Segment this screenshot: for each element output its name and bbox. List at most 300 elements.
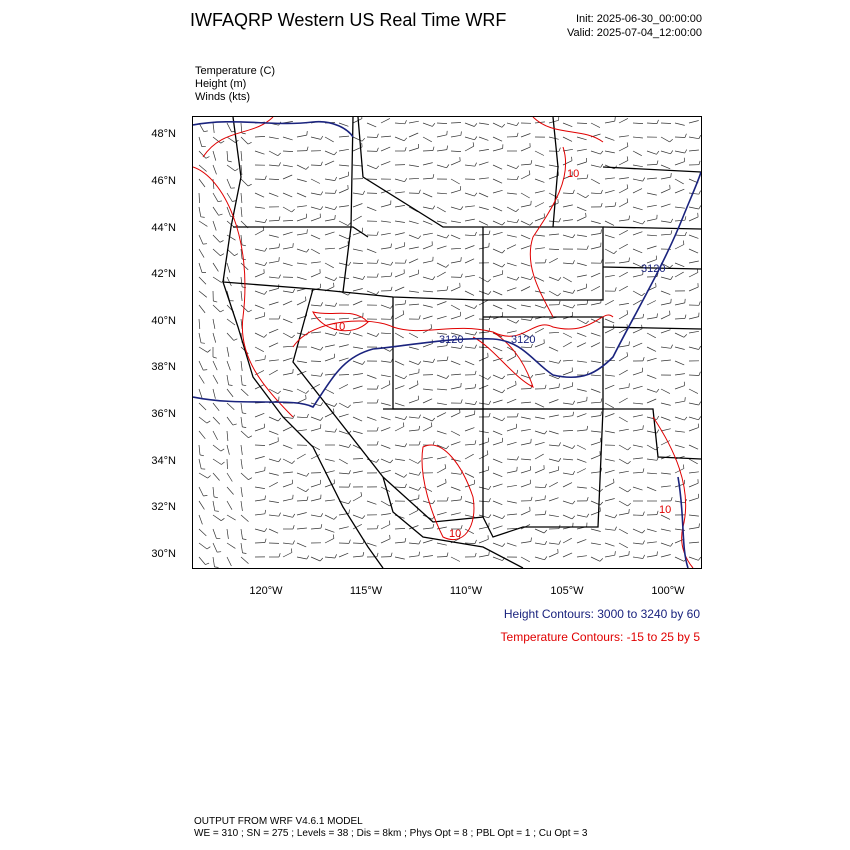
wind-barb	[549, 415, 559, 417]
wind-barb-flag	[377, 399, 378, 403]
wind-barb	[409, 543, 419, 544]
wind-barb	[633, 207, 643, 210]
wind-barb	[353, 204, 362, 208]
wind-barb-flag	[320, 417, 323, 420]
wind-barb-flag	[432, 123, 435, 126]
border-colorado	[483, 317, 603, 409]
wind-barb	[423, 487, 432, 492]
wind-barb	[199, 221, 207, 226]
wind-barb-flag	[685, 216, 686, 220]
lat-label-34: 34°N	[151, 455, 176, 467]
wind-barb	[325, 161, 334, 165]
wind-barb-flag	[670, 265, 673, 268]
wind-barb	[591, 375, 601, 376]
wind-barb	[423, 540, 433, 543]
wind-barb	[353, 289, 363, 292]
wind-barb	[647, 473, 657, 474]
wind-barb	[269, 220, 279, 221]
wind-barb	[339, 149, 349, 151]
wind-barb	[325, 358, 334, 361]
wind-barb-flag	[433, 359, 435, 363]
wind-barb-flag	[558, 277, 561, 280]
wind-barb-flag	[433, 174, 434, 178]
wind-barb	[255, 263, 265, 266]
wind-barb	[689, 193, 699, 194]
wind-barb-flag	[349, 483, 350, 487]
wind-barb-flag	[221, 141, 224, 143]
wind-barb	[213, 501, 215, 511]
wind-barb	[437, 457, 447, 459]
wind-barb	[479, 527, 489, 529]
wind-barb-flag	[419, 441, 420, 445]
wind-barb	[339, 527, 349, 529]
wind-barb	[255, 136, 265, 137]
wind-barb-flag	[215, 511, 219, 512]
wind-barb-flag	[418, 487, 421, 490]
wind-barb	[493, 526, 503, 529]
wind-barb	[647, 246, 657, 249]
wind-barb	[647, 375, 656, 379]
wind-barb-flag	[390, 460, 393, 463]
wind-barb	[563, 386, 573, 389]
wind-barb	[549, 431, 559, 434]
wind-barb	[451, 459, 461, 461]
wind-barb	[451, 442, 460, 445]
wind-barb	[507, 501, 517, 503]
wind-barb	[199, 305, 205, 313]
height-contour-info: Height Contours: 3000 to 3240 by 60	[503, 607, 700, 621]
wind-barb	[479, 332, 489, 333]
wind-barb	[535, 487, 545, 488]
wind-barb	[353, 277, 363, 280]
wind-barb	[633, 189, 642, 193]
wind-barb	[283, 291, 293, 293]
wind-barb-flag	[629, 258, 630, 262]
wind-barb	[493, 347, 502, 351]
wind-barb	[465, 219, 475, 221]
wind-barb-flag	[544, 530, 547, 533]
wind-barb	[227, 515, 236, 520]
wind-barb	[605, 206, 615, 207]
wind-barb-flag	[531, 160, 532, 164]
wind-barb-flag	[207, 547, 210, 549]
wind-barb	[563, 445, 572, 449]
wind-barb-flag	[502, 124, 505, 127]
wind-barb	[479, 234, 489, 235]
wind-barb-flag	[572, 516, 575, 519]
wind-barb-flag	[349, 540, 350, 544]
wind-barb-flag	[377, 441, 378, 445]
legend-height: Height (m)	[195, 78, 247, 90]
wind-barb	[563, 360, 573, 361]
wind-barb	[269, 179, 279, 180]
wind-barb	[437, 246, 447, 249]
wind-barb	[535, 179, 544, 182]
wind-barb	[661, 177, 671, 179]
wind-barb	[493, 543, 502, 547]
wind-barb	[423, 137, 432, 142]
wind-barb	[619, 555, 629, 557]
wind-barb	[675, 386, 684, 389]
wind-barb	[563, 483, 572, 487]
wind-barb	[619, 220, 629, 221]
wind-barb-flag	[587, 514, 589, 517]
wind-barb	[493, 249, 502, 253]
wind-barb-flag	[242, 245, 246, 246]
wind-barb	[423, 361, 433, 363]
wind-barb	[549, 361, 559, 363]
wind-barb-flag	[279, 459, 281, 462]
wind-barb	[437, 543, 447, 545]
lon-label-115: 115°W	[349, 585, 383, 597]
wind-barb-flag	[293, 541, 295, 545]
wind-barb	[423, 426, 432, 431]
wind-barb-flag	[517, 133, 518, 137]
wind-barb-flag	[657, 511, 658, 515]
wind-barb	[465, 403, 475, 405]
wind-barb-flag	[601, 260, 602, 264]
wind-barb-flag	[642, 293, 645, 296]
wind-barb	[675, 361, 684, 365]
wind-barb-flag	[502, 390, 505, 393]
wind-barb	[255, 445, 265, 446]
wind-barb	[199, 179, 205, 187]
wind-barb	[465, 165, 475, 166]
wind-barb	[395, 445, 405, 447]
wind-barb	[409, 259, 418, 263]
wind-barb-flag	[475, 193, 477, 196]
wind-barb	[339, 176, 349, 179]
wind-barb	[213, 249, 220, 256]
wind-barb	[423, 556, 433, 558]
wind-barb	[549, 400, 558, 404]
wind-barb	[493, 484, 503, 487]
wind-barb	[423, 123, 432, 126]
wind-barb-flag	[405, 178, 407, 181]
wind-barb-flag	[629, 509, 630, 513]
wind-barb	[255, 273, 264, 277]
wind-barb-flag	[573, 235, 575, 238]
wind-barb	[283, 165, 293, 167]
wind-barb	[297, 487, 306, 492]
wind-barb-flag	[221, 449, 224, 451]
wind-barb-flag	[293, 289, 295, 293]
wind-barb	[199, 137, 202, 147]
wind-barb	[479, 442, 489, 445]
wind-barb	[353, 556, 363, 557]
wind-barb	[325, 557, 335, 558]
wind-barb-flag	[545, 259, 546, 263]
wind-barb	[675, 137, 685, 138]
wind-barb-flag	[229, 385, 233, 386]
wind-barb	[577, 162, 587, 165]
wind-barb	[255, 471, 265, 473]
wind-barb-flag	[201, 343, 205, 344]
wind-barb	[661, 555, 671, 558]
wind-barb	[255, 333, 264, 337]
wind-barb	[465, 259, 474, 263]
wind-barb-flag	[213, 357, 217, 358]
wind-barb	[549, 515, 559, 517]
wind-barb	[577, 123, 587, 124]
wind-barb	[213, 487, 214, 497]
wind-barb	[451, 361, 460, 365]
wind-barb	[689, 428, 698, 431]
wind-barb	[647, 164, 657, 165]
wind-barb-flag	[657, 551, 658, 555]
wind-barb	[367, 123, 376, 127]
wind-barb	[381, 501, 390, 506]
wind-barb	[213, 333, 216, 343]
wind-barb	[493, 375, 502, 379]
wind-barb-flag	[433, 147, 434, 151]
wind-barb-flag	[248, 478, 252, 480]
wind-barb-flag	[278, 418, 281, 421]
wind-barb-flag	[349, 331, 351, 335]
wind-barb	[689, 217, 698, 221]
wind-barb-flag	[601, 398, 602, 402]
wind-barb-flag	[221, 518, 224, 520]
wind-barb	[619, 370, 628, 375]
wind-barb-flag	[601, 164, 603, 167]
border-dakotas	[603, 167, 701, 172]
wind-barb	[549, 498, 559, 501]
wind-barb-flag	[404, 475, 407, 478]
wind-barb	[577, 275, 587, 277]
wind-barb	[675, 189, 684, 193]
wind-barb	[437, 557, 447, 558]
wind-barb	[423, 193, 432, 197]
wind-barb	[213, 445, 221, 451]
wind-barb	[493, 137, 502, 141]
wind-barb	[395, 304, 405, 305]
wind-barb-flag	[418, 361, 421, 364]
wind-barb	[591, 286, 600, 291]
wind-barb-flag	[447, 497, 448, 501]
wind-barb	[577, 361, 587, 362]
wind-barb	[619, 487, 628, 492]
wind-barb	[381, 427, 390, 431]
wind-barb	[297, 417, 307, 418]
temperature-contour-info: Temperature Contours: -15 to 25 by 5	[500, 630, 700, 644]
wind-barb	[325, 459, 335, 461]
wind-barb-flag	[215, 567, 219, 568]
wind-barb-flag	[461, 207, 463, 210]
wind-barb-flag	[248, 184, 252, 186]
wind-barb-flag	[321, 347, 323, 350]
wind-barb	[507, 179, 517, 180]
wind-barb	[395, 386, 404, 389]
wind-barb	[339, 136, 349, 137]
wind-barb	[255, 514, 265, 515]
wind-barb-flag	[517, 176, 519, 180]
wind-barb-flag	[502, 418, 505, 421]
wind-barb	[395, 403, 405, 406]
wind-barb	[605, 319, 614, 323]
height-contour-label: 3120	[439, 334, 464, 346]
wind-barb	[353, 402, 363, 403]
wind-barb-flag	[699, 191, 701, 195]
wind-barb-flag	[474, 123, 477, 126]
wind-barb	[661, 221, 671, 223]
wind-barb-flag	[475, 137, 477, 140]
lat-label-42: 42°N	[151, 268, 176, 280]
wind-barb-flag	[615, 515, 617, 518]
wind-barb	[549, 482, 558, 487]
wind-barb-flag	[488, 279, 491, 282]
wind-barb-flag	[445, 464, 446, 468]
wind-barb	[591, 165, 601, 167]
wind-barb	[689, 249, 698, 253]
wind-barb	[633, 318, 643, 319]
wind-barb-flag	[279, 257, 280, 261]
wind-barb	[241, 179, 248, 186]
wind-barb	[647, 301, 656, 306]
wind-barb	[269, 302, 279, 305]
wind-barb	[633, 386, 643, 389]
wind-barb	[381, 514, 391, 516]
wind-barb	[381, 417, 391, 420]
wind-barb	[199, 557, 205, 565]
wind-barb	[241, 123, 242, 133]
wind-barb	[353, 459, 363, 460]
wind-barb	[549, 459, 559, 462]
wind-barb-flag	[572, 157, 573, 161]
wind-barb	[479, 149, 489, 151]
wind-barb	[689, 347, 699, 350]
wind-barb	[311, 235, 320, 239]
wind-barb	[689, 235, 698, 238]
wind-barb	[227, 431, 228, 441]
wind-barb	[647, 445, 656, 450]
wind-barb	[255, 359, 265, 361]
wind-barb	[465, 454, 474, 459]
wind-barb	[409, 373, 419, 375]
wind-barb	[437, 207, 446, 212]
wind-barb-flag	[699, 302, 700, 306]
wind-barb-flag	[349, 444, 351, 447]
wind-barb-flag	[403, 423, 404, 427]
wind-barb-flag	[205, 563, 209, 565]
wind-barb	[619, 459, 628, 464]
wind-barb-flag	[377, 553, 378, 557]
wind-barb	[409, 430, 419, 431]
wind-barb	[409, 333, 418, 338]
wind-barb-flag	[643, 512, 644, 516]
wind-barb	[199, 431, 205, 439]
wind-barb	[661, 347, 671, 348]
wind-barb	[521, 557, 530, 562]
wind-barb-flag	[559, 384, 560, 388]
wind-barb	[661, 403, 671, 405]
wind-barb	[395, 473, 404, 477]
wind-barb	[269, 529, 278, 533]
wind-barb	[647, 487, 656, 491]
wind-barb	[633, 429, 643, 431]
wind-barb	[619, 417, 628, 422]
wind-barb	[591, 389, 600, 393]
wind-barb-flag	[473, 142, 474, 146]
wind-barb	[661, 330, 671, 333]
wind-barb	[451, 190, 461, 193]
wind-barb	[367, 543, 377, 546]
wind-barb-flag	[333, 534, 334, 538]
wind-barb	[227, 543, 235, 548]
wind-barb-flag	[685, 150, 687, 154]
border-wyoming	[483, 227, 603, 300]
wind-barb-flag	[279, 244, 280, 248]
wind-barb	[619, 471, 629, 473]
wind-barb	[199, 543, 207, 549]
wind-barb-flag	[447, 146, 448, 150]
wind-barb	[255, 543, 265, 544]
wind-barb	[605, 459, 615, 461]
wind-barb-flag	[600, 502, 603, 505]
wind-barb-flag	[363, 191, 365, 195]
wind-barb-flag	[447, 553, 448, 557]
wind-barb	[297, 473, 307, 476]
wind-barb	[661, 303, 671, 305]
wind-barb	[549, 470, 559, 473]
wind-barb	[255, 456, 265, 459]
wind-barb	[577, 556, 587, 557]
wind-barb	[591, 333, 601, 336]
wind-barb-flag	[243, 553, 247, 554]
wind-barb	[395, 361, 404, 365]
wind-barb	[563, 416, 573, 417]
wind-barb	[451, 487, 460, 491]
wind-barb	[535, 328, 544, 333]
wind-barb	[325, 277, 334, 281]
wind-barb-flag	[670, 139, 673, 142]
wind-barb-flag	[377, 385, 378, 389]
wind-barb-flag	[657, 313, 658, 317]
wind-barb-flag	[657, 151, 659, 154]
wind-barb	[227, 557, 231, 566]
wind-barb	[353, 333, 363, 336]
wind-barb-flag	[307, 497, 308, 501]
wind-barb-flag	[685, 134, 686, 138]
wind-barb	[297, 233, 307, 235]
wind-barb	[689, 483, 698, 487]
wind-barb	[311, 332, 321, 333]
wind-barb-flag	[475, 540, 477, 544]
wind-barb-flag	[348, 223, 351, 226]
wind-barb	[381, 276, 391, 277]
wind-barb-flag	[475, 232, 477, 236]
wind-barb	[297, 500, 307, 501]
wind-barb-flag	[629, 341, 630, 345]
wind-barb	[339, 333, 349, 335]
wind-barb	[605, 385, 614, 389]
wind-barb-flag	[321, 524, 322, 528]
border-or-wa	[233, 227, 368, 237]
wind-barb	[507, 305, 516, 309]
wind-barb-flag	[248, 142, 252, 144]
wind-barb-flag	[242, 427, 246, 428]
wind-barb	[507, 543, 517, 546]
wind-barb-flag	[573, 401, 575, 405]
wind-barb-flag	[264, 291, 267, 294]
wind-barb	[297, 277, 307, 280]
wind-barb	[311, 179, 320, 184]
wind-barb	[675, 235, 685, 236]
wind-barb	[619, 345, 629, 347]
wind-barb	[647, 417, 657, 420]
wind-barb-flag	[307, 131, 308, 135]
wind-barb	[577, 288, 587, 291]
wind-barb	[465, 305, 474, 309]
